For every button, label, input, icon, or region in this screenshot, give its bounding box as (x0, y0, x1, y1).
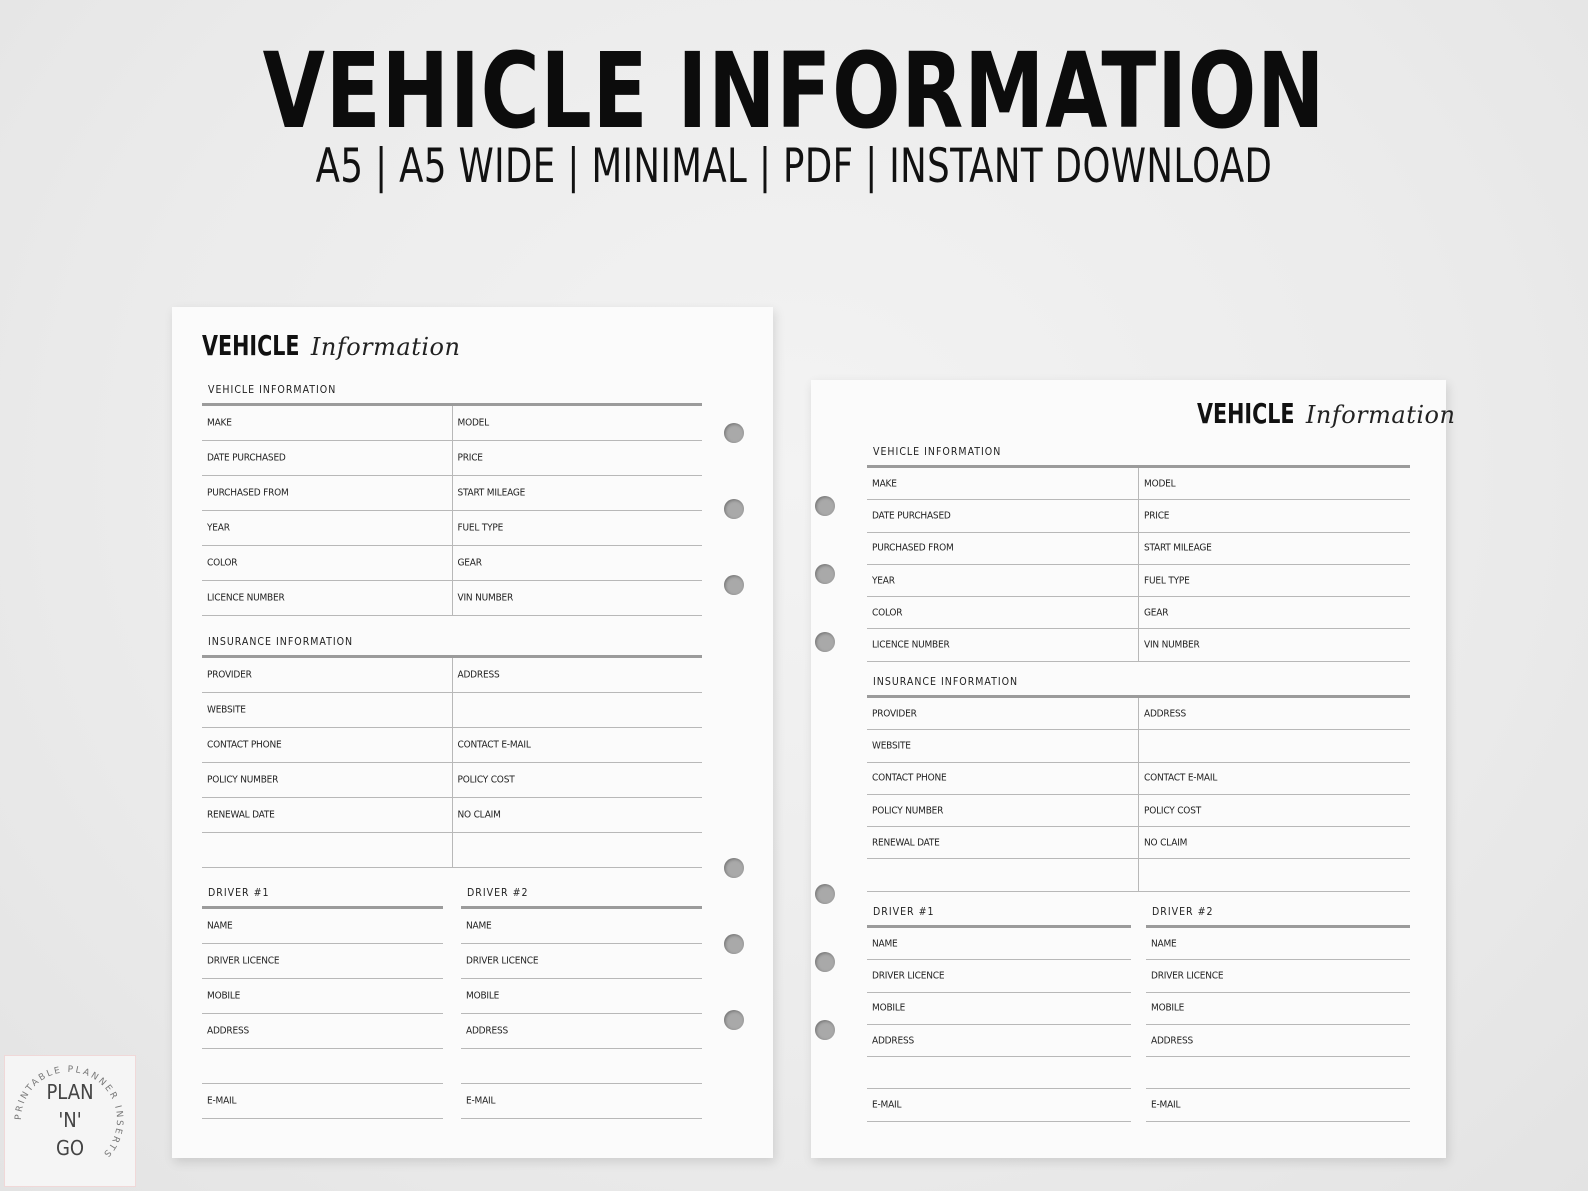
form-field-label (867, 1089, 1131, 1120)
driver-2-table (461, 909, 702, 1119)
form-field-label (1146, 960, 1410, 991)
section-heading: INSURANCE INFORMATION (208, 636, 354, 648)
field-label-text: START MILEAGE (1144, 542, 1212, 554)
field-label-text: POLICY COST (457, 774, 515, 786)
field-label-text: PRICE (1144, 510, 1170, 522)
form-field-label (867, 565, 1138, 596)
form-row (867, 730, 1410, 762)
binder-hole (724, 858, 744, 878)
form-field-label (452, 406, 703, 440)
form-field-label (461, 909, 702, 943)
form-field-label (1138, 730, 1410, 761)
form-row (202, 979, 443, 1014)
logo-line-1: PLAN (46, 1080, 94, 1104)
form-row (202, 693, 702, 728)
field-label-text: PURCHASED FROM (207, 487, 289, 499)
form-row (202, 944, 443, 979)
field-label-text: COLOR (872, 607, 903, 619)
form-row (867, 960, 1131, 992)
form-field-label (867, 533, 1138, 564)
form-field-label (452, 798, 703, 832)
form-row (867, 827, 1410, 859)
field-label-text: NAME (207, 920, 233, 932)
form-row (202, 798, 702, 833)
form-row (202, 658, 702, 693)
field-label-text: MAKE (872, 478, 897, 490)
form-field-label (202, 979, 443, 1013)
field-label-text: MOBILE (872, 1002, 906, 1014)
form-row (202, 1014, 443, 1049)
field-label-text: DATE PURCHASED (207, 452, 286, 464)
form-row (867, 1089, 1131, 1121)
field-label-text: LICENCE NUMBER (207, 592, 285, 604)
form-row (461, 1084, 702, 1119)
section-heading: DRIVER #2 (467, 887, 529, 899)
field-label-text: MODEL (457, 417, 489, 429)
binder-hole (815, 496, 835, 516)
field-label-text: FUEL TYPE (1144, 575, 1190, 587)
field-label-text: ADDRESS (1144, 708, 1186, 720)
form-row (461, 944, 702, 979)
form-field-label (1146, 993, 1410, 1024)
field-label-text: CONTACT E-MAIL (457, 739, 531, 751)
form-row (202, 763, 702, 798)
field-label-text: ADDRESS (466, 1025, 508, 1037)
page-title-bold: VEHICLE (1197, 397, 1295, 430)
form-field-label (452, 763, 703, 797)
form-row (867, 629, 1410, 661)
form-field-label (867, 763, 1138, 794)
form-field-label (867, 827, 1138, 858)
form-field-label (1138, 827, 1410, 858)
field-label-text: E-MAIL (207, 1095, 237, 1107)
driver-1-table (867, 928, 1131, 1122)
vehicle-info-table (867, 468, 1410, 662)
section-heading: DRIVER #1 (873, 906, 935, 918)
field-label-text: POLICY NUMBER (872, 805, 944, 817)
page-title (1197, 397, 1455, 430)
form-field-label (202, 1084, 443, 1118)
form-field-label (461, 1084, 702, 1118)
form-field-label (1138, 500, 1410, 531)
field-label-text: ADDRESS (872, 1035, 914, 1047)
form-field-label (867, 730, 1138, 761)
page-title-script: Information (310, 333, 461, 361)
form-field-label (202, 581, 452, 615)
form-field-label (461, 1049, 702, 1083)
field-label-text: DATE PURCHASED (872, 510, 951, 522)
form-field-label (202, 441, 452, 475)
form-field-label (461, 1014, 702, 1048)
form-field-label (202, 944, 443, 978)
section-heading: DRIVER #2 (1152, 906, 1214, 918)
section-heading: INSURANCE INFORMATION (873, 676, 1019, 688)
form-field-label (1138, 795, 1410, 826)
binder-hole (724, 1010, 744, 1030)
form-field-label (202, 406, 452, 440)
form-field-label (202, 693, 452, 727)
form-field-label (867, 993, 1131, 1024)
form-field-label (202, 1049, 443, 1083)
a5-page-preview (172, 307, 773, 1158)
form-row (1146, 928, 1410, 960)
form-field-label (1138, 597, 1410, 628)
form-row (202, 546, 702, 581)
form-row (202, 511, 702, 546)
page-title-bold: VEHICLE (202, 329, 300, 362)
form-field-label (452, 511, 703, 545)
section-heading: VEHICLE INFORMATION (873, 446, 1002, 458)
field-label-text: LICENCE NUMBER (872, 639, 950, 651)
form-field-label (1138, 763, 1410, 794)
field-label-text: PURCHASED FROM (872, 542, 954, 554)
form-field-label (202, 511, 452, 545)
form-field-label (1146, 1057, 1410, 1088)
form-row (1146, 1057, 1410, 1089)
form-field-label (452, 546, 703, 580)
form-field-label (867, 597, 1138, 628)
form-field-label (1138, 533, 1410, 564)
binder-hole (815, 952, 835, 972)
binder-hole (815, 564, 835, 584)
logo-line-3: GO (55, 1136, 85, 1160)
field-label-text: START MILEAGE (457, 487, 526, 499)
form-field-label (1138, 859, 1410, 890)
field-label-text: VIN NUMBER (457, 592, 514, 604)
form-row (202, 406, 702, 441)
form-field-label (1138, 468, 1410, 499)
binder-hole (724, 499, 744, 519)
field-label-text: MAKE (207, 417, 232, 429)
form-field-label (867, 859, 1138, 890)
driver-1-table (202, 909, 443, 1119)
field-label-text: RENEWAL DATE (872, 837, 940, 849)
form-row (867, 533, 1410, 565)
form-field-label (1146, 1089, 1410, 1120)
form-field-label (1146, 928, 1410, 959)
field-label-text: GEAR (1144, 607, 1169, 619)
field-label-text: YEAR (872, 575, 895, 587)
field-label-text: MOBILE (466, 990, 500, 1002)
form-row (202, 441, 702, 476)
form-field-label (867, 928, 1131, 959)
field-label-text: NO CLAIM (1144, 837, 1188, 849)
form-field-label (452, 728, 703, 762)
form-row (867, 565, 1410, 597)
field-label-text: ADDRESS (1151, 1035, 1193, 1047)
field-label-text: MODEL (1144, 478, 1176, 490)
field-label-text: GEAR (457, 557, 482, 569)
field-label-text: YEAR (207, 522, 230, 534)
form-row (1146, 993, 1410, 1025)
form-row (202, 909, 443, 944)
form-field-label (867, 1025, 1131, 1056)
form-field-label (452, 441, 703, 475)
brand-logo (4, 1055, 136, 1187)
form-field-label (202, 1014, 443, 1048)
field-label-text: WEBSITE (872, 740, 911, 752)
form-field-label (867, 1057, 1131, 1088)
form-row (867, 928, 1131, 960)
section-heading: VEHICLE INFORMATION (208, 384, 337, 396)
driver-2-table (1146, 928, 1410, 1122)
form-row (202, 833, 702, 868)
field-label-text: NO CLAIM (457, 809, 501, 821)
field-label-text: MOBILE (1151, 1002, 1185, 1014)
form-row (867, 468, 1410, 500)
field-label-text: E-MAIL (1151, 1099, 1181, 1111)
svg-text:PRINTABLE PLANNER INSERTS: PRINTABLE PLANNER INSERTS (13, 1064, 125, 1160)
form-field-label (202, 798, 452, 832)
form-field-label (202, 476, 452, 510)
form-row (1146, 960, 1410, 992)
form-field-label (202, 763, 452, 797)
form-field-label (202, 546, 452, 580)
form-field-label (867, 500, 1138, 531)
field-label-text: POLICY NUMBER (207, 774, 279, 786)
form-field-label (867, 960, 1131, 991)
field-label-text: FUEL TYPE (457, 522, 504, 534)
form-row (202, 1084, 443, 1119)
form-row (202, 581, 702, 616)
field-label-text: CONTACT PHONE (872, 772, 947, 784)
field-label-text: WEBSITE (207, 704, 246, 716)
vehicle-info-table (202, 406, 702, 616)
field-label-text: NAME (1151, 938, 1177, 950)
form-field-label (1138, 629, 1410, 660)
form-row (461, 1049, 702, 1084)
field-label-text: E-MAIL (872, 1099, 902, 1111)
field-label-text: DRIVER LICENCE (466, 955, 539, 967)
field-label-text: VIN NUMBER (1144, 639, 1200, 651)
logo-line-2: 'N' (58, 1108, 82, 1132)
form-row (867, 698, 1410, 730)
form-field-label (202, 658, 452, 692)
form-field-label (867, 795, 1138, 826)
form-field-label (867, 468, 1138, 499)
form-row (202, 476, 702, 511)
field-label-text: NAME (872, 938, 898, 950)
form-row (867, 1025, 1131, 1057)
form-field-label (202, 728, 452, 762)
insurance-info-table (202, 658, 702, 868)
field-label-text: E-MAIL (466, 1095, 496, 1107)
field-label-text: PRICE (457, 452, 483, 464)
hero-subtitle: A5 | A5 WIDE | MINIMAL | PDF | INSTANT DOWNLOAD (315, 139, 1273, 194)
form-field-label (452, 476, 703, 510)
form-field-label (1138, 698, 1410, 729)
form-row (461, 979, 702, 1014)
form-row (1146, 1089, 1410, 1121)
field-label-text: PROVIDER (207, 669, 252, 681)
field-label-text: NAME (466, 920, 492, 932)
form-field-label (461, 944, 702, 978)
section-heading: DRIVER #1 (208, 887, 270, 899)
form-field-label (1138, 565, 1410, 596)
form-row (202, 1049, 443, 1084)
binder-hole (724, 934, 744, 954)
field-label-text: RENEWAL DATE (207, 809, 275, 821)
form-row (867, 763, 1410, 795)
form-row (867, 597, 1410, 629)
field-label-text: ADDRESS (207, 1025, 249, 1037)
form-field-label (202, 833, 452, 867)
field-label-text: CONTACT PHONE (207, 739, 282, 751)
form-field-label (461, 979, 702, 1013)
form-field-label (867, 698, 1138, 729)
a5-wide-page-preview (811, 380, 1456, 1158)
form-row (202, 728, 702, 763)
form-field-label (1146, 1025, 1410, 1056)
form-row (867, 1057, 1131, 1089)
binder-hole (815, 1020, 835, 1040)
form-field-label (452, 833, 703, 867)
binder-hole (815, 632, 835, 652)
field-label-text: DRIVER LICENCE (1151, 970, 1224, 982)
hero-title: VEHICLE INFORMATION (262, 30, 1326, 152)
form-field-label (452, 581, 703, 615)
form-field-label (867, 629, 1138, 660)
page-title (202, 329, 460, 362)
page-title-script: Information (1305, 401, 1456, 429)
field-label-text: CONTACT E-MAIL (1144, 772, 1218, 784)
form-row (867, 859, 1410, 891)
field-label-text: ADDRESS (457, 669, 500, 681)
binder-hole (815, 884, 835, 904)
form-field-label (452, 693, 703, 727)
field-label-text: PROVIDER (872, 708, 917, 720)
form-row (461, 909, 702, 944)
form-row (867, 500, 1410, 532)
binder-hole (724, 575, 744, 595)
field-label-text: DRIVER LICENCE (872, 970, 945, 982)
field-label-text: POLICY COST (1144, 805, 1201, 817)
form-row (867, 795, 1410, 827)
form-field-label (202, 909, 443, 943)
form-row (461, 1014, 702, 1049)
field-label-text: DRIVER LICENCE (207, 955, 280, 967)
form-field-label (452, 658, 703, 692)
field-label-text: MOBILE (207, 990, 241, 1002)
binder-hole (724, 423, 744, 443)
insurance-info-table (867, 698, 1410, 892)
form-row (1146, 1025, 1410, 1057)
form-row (867, 993, 1131, 1025)
field-label-text: COLOR (207, 557, 238, 569)
